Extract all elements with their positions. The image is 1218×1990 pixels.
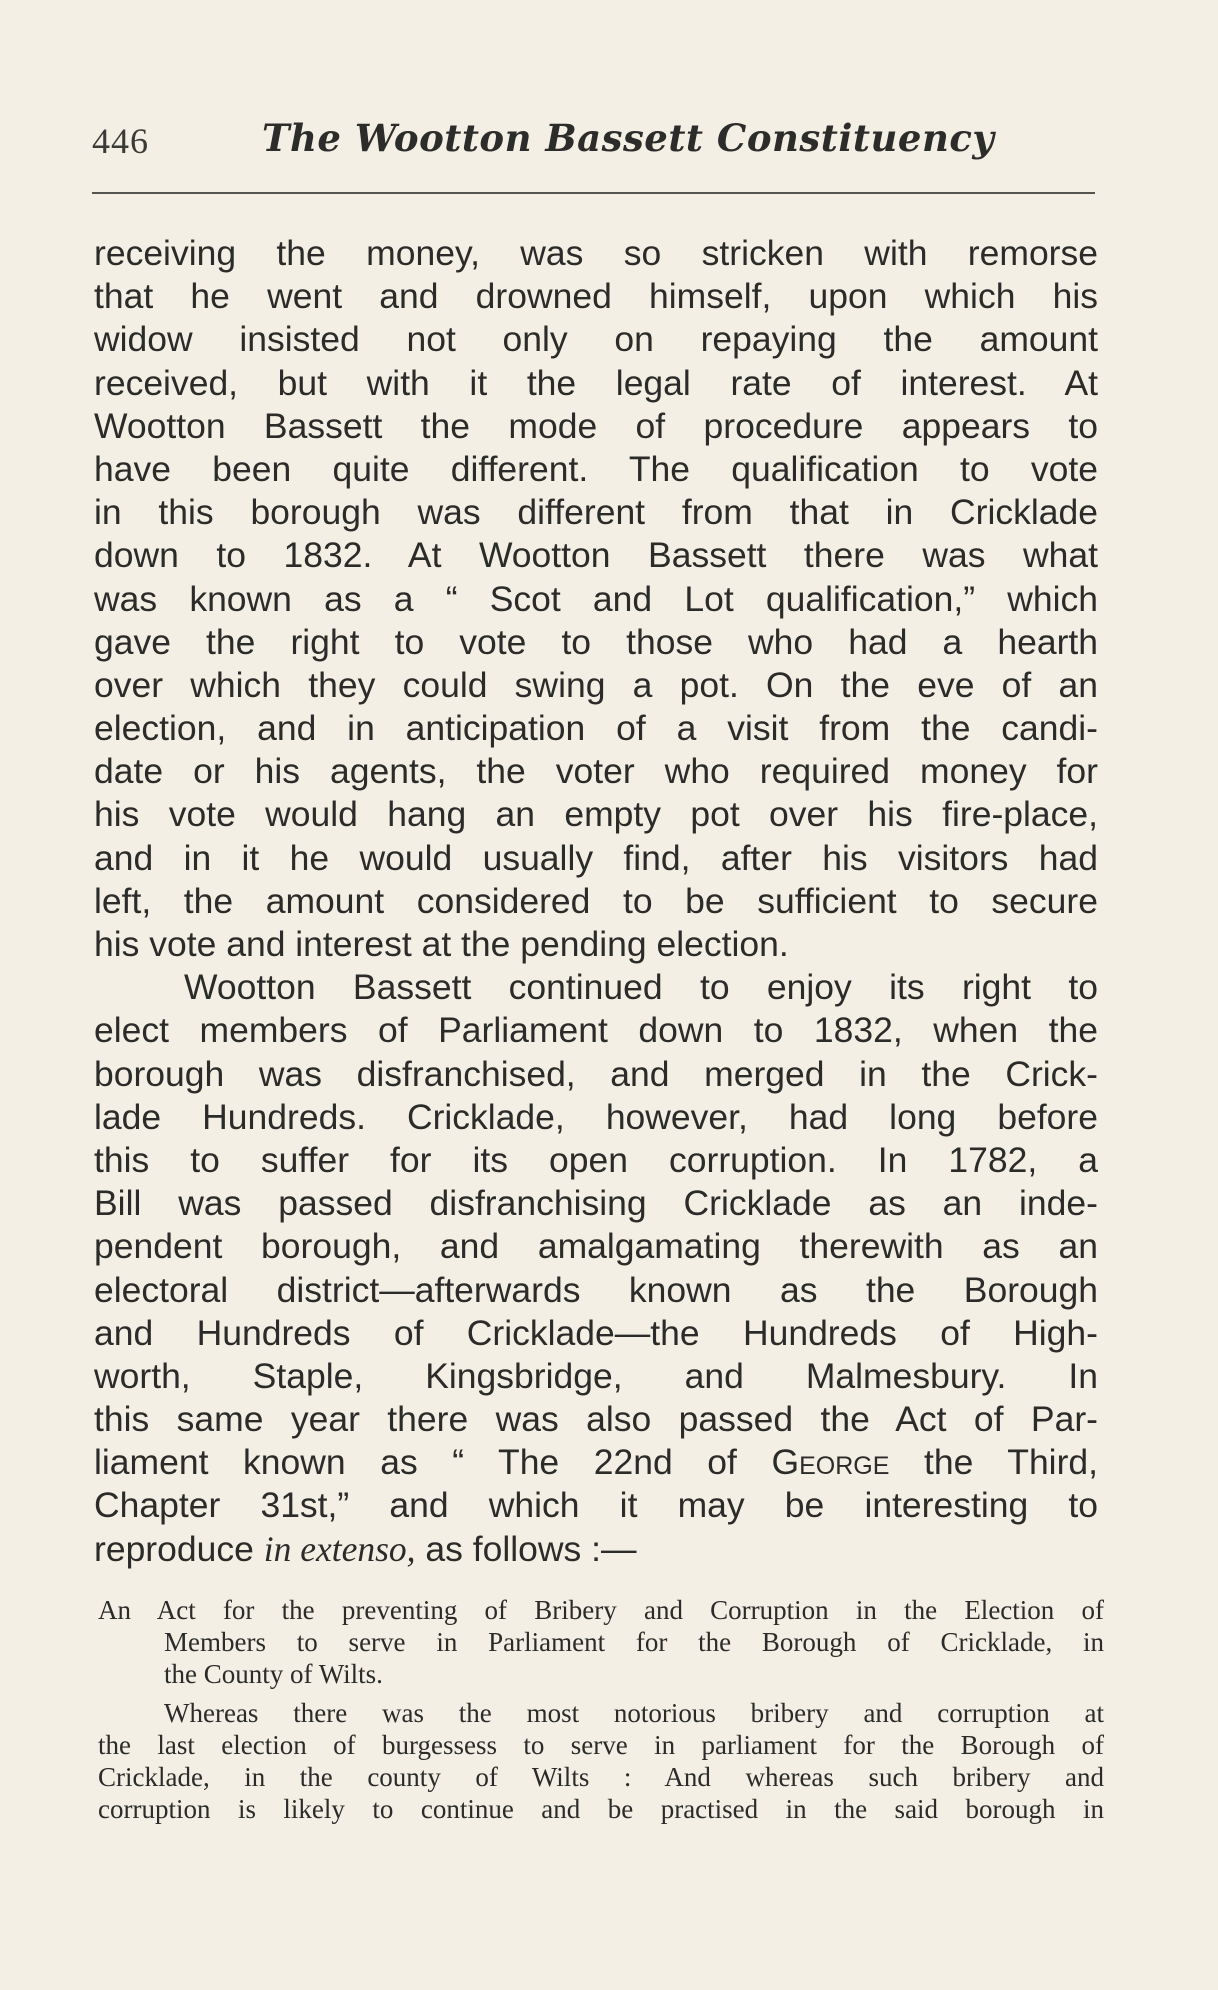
text-line: elect members of Parliament down to 1832, when the [94, 1010, 1098, 1051]
text-line: left, the amount considered to be sufficient to secure [94, 880, 1098, 921]
act-title-line: An Act for the preventing of Bribery and Corruption in the Election of [98, 1595, 1104, 1625]
text-line: lade Hundreds. Cricklade, however, had long before [94, 1096, 1098, 1137]
text-line: his vote and interest at the pending election. [94, 924, 789, 964]
running-title: The Wootton Bassett Constituency [262, 116, 995, 160]
text-line: Wootton Bassett continued to enjoy its right to [184, 967, 1098, 1008]
text-line: receiving the money, was so stricken with remorse [94, 233, 1098, 273]
act-preamble-line: the last election of burgessess to serve in parliament for the Borough of [98, 1729, 1104, 1760]
text-line: gave the right to vote to those who had a hearth [94, 621, 1098, 662]
body-text [94, 232, 1098, 1571]
text-line: electoral district—afterwards known as the Borough [94, 1269, 1098, 1310]
text-line: this same year there was also passed the Act of Par- [94, 1399, 1098, 1440]
text-line [94, 1441, 1098, 1484]
act-preamble-line: corruption is likely to continue and be practised in the said borough in [98, 1794, 1104, 1825]
text-line: received, but with it the legal rate of interest. At [94, 362, 1098, 403]
text-fragment: liament known as “ The 22nd of [94, 1442, 772, 1483]
text-line: pendent borough, and amalgamating therewith as an [94, 1226, 1098, 1267]
text-line: widow insisted not only on repaying the amount [94, 319, 1098, 360]
italic-phrase: in extenso, [263, 1528, 416, 1569]
act-title-line: Members to serve in Parliament for the Borough of Cricklade, in [164, 1627, 1104, 1658]
text-line: this to suffer for its open corruption. In 1782, a [94, 1139, 1098, 1180]
text-line: Wootton Bassett the mode of procedure appears to [94, 405, 1098, 446]
act-preamble-line: Cricklade, in the county of Wilts : And whereas such bribery and [98, 1761, 1104, 1792]
text-line: election, and in anticipation of a visit from the candi- [94, 708, 1098, 749]
text-line: was known as a “ Scot and Lot qualification,” which [94, 578, 1098, 619]
text-line: down to 1832. At Wootton Bassett there was what [94, 535, 1098, 576]
act-title-line: the County of Wilts. [164, 1659, 383, 1690]
text-line: his vote would hang an empty pot over his fire-place, [94, 794, 1098, 835]
text-line: borough was disfranchised, and merged in the Crick- [94, 1053, 1098, 1094]
page-number: 446 [92, 121, 149, 161]
text-line: Chapter 31st,” and which it may be interesting to [94, 1485, 1098, 1526]
text-line: date or his agents, the voter who required money for [94, 751, 1098, 792]
text-line: over which they could swing a pot. On the eve of an [94, 664, 1098, 705]
text-line: that he went and drowned himself, upon which his [94, 276, 1098, 317]
text-fragment: the Third, [889, 1442, 1098, 1483]
text-line: in this borough was different from that in Cricklade [94, 492, 1098, 533]
running-head [92, 116, 1092, 180]
text-line: have been quite different. The qualification to vote [94, 448, 1098, 489]
text-fragment: reproduce [94, 1528, 264, 1569]
text-line: and in it he would usually find, after his visitors had [94, 837, 1098, 878]
small-caps-name: George [771, 1442, 890, 1483]
text-fragment: as follows :— [415, 1528, 637, 1569]
text-line [94, 1528, 1098, 1571]
text-line: worth, Staple, Kingsbridge, and Malmesbury. In [94, 1355, 1098, 1396]
act-preamble-line: Whereas there was the most notorious bribery and corruption at [164, 1697, 1104, 1728]
act-extract [98, 1594, 1104, 1825]
header-rule [92, 192, 1095, 194]
text-line: and Hundreds of Cricklade—the Hundreds of High- [94, 1312, 1098, 1353]
text-line: Bill was passed disfranchising Cricklade as an inde- [94, 1183, 1098, 1224]
